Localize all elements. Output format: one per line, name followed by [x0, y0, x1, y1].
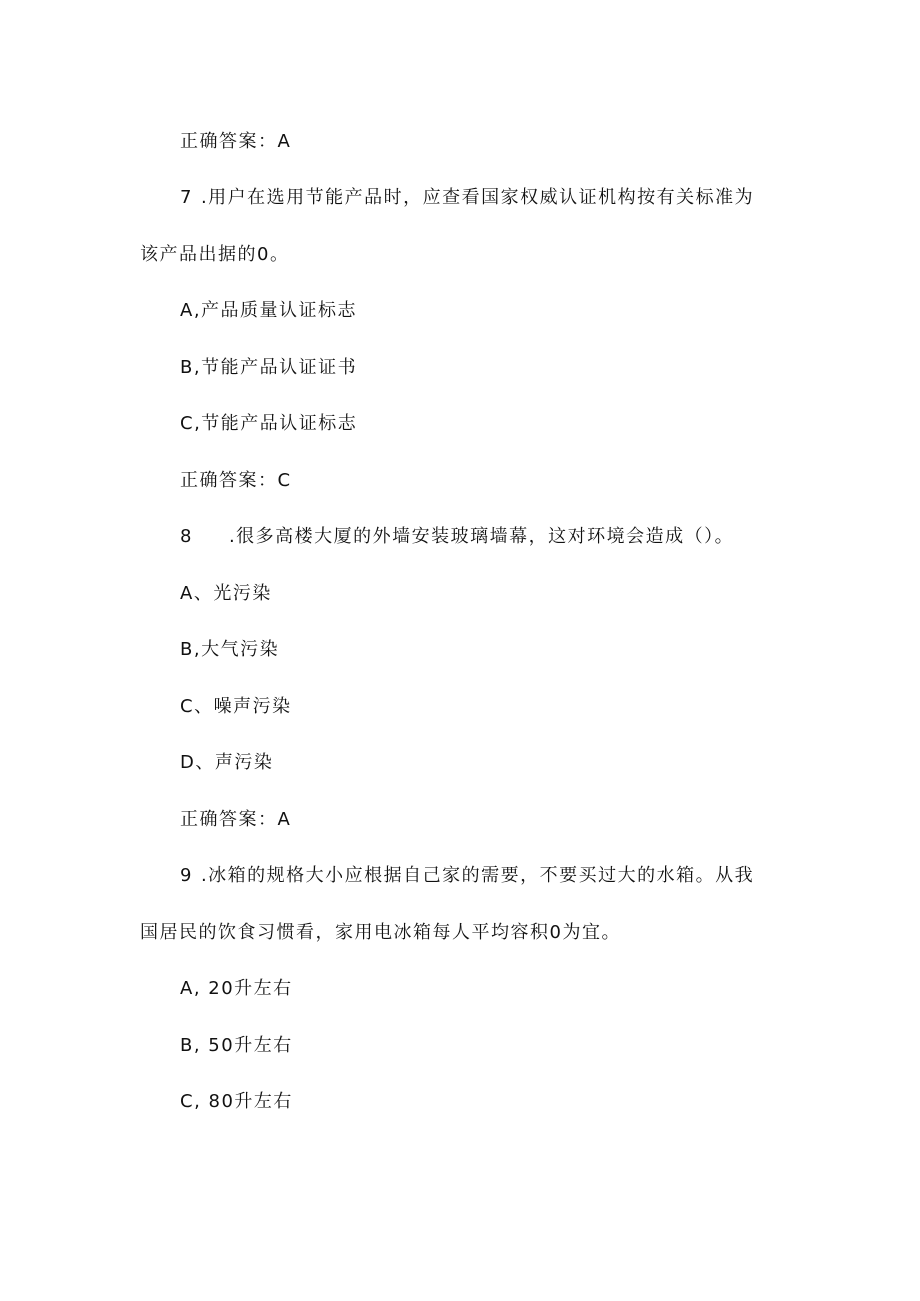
question-8-line: [180, 525, 734, 549]
question-7-option-c: C,节能产品认证标志: [180, 413, 358, 434]
question-8-option-c: C、噪声污染: [180, 696, 292, 717]
question-7-number: 7: [180, 187, 193, 208]
question-7-text-line1: .用户在选用节能产品时，应查看国家权威认证机构按有关标准为: [200, 187, 755, 208]
question-8-text: .很多高楼大厦的外墙安装玻璃墙幕，这对环境会造成（）。: [228, 526, 735, 547]
question-9-option-a: A, 20升左右: [180, 978, 293, 999]
question-9-text-line2: 国居民的饮食习惯看，家用电冰箱每人平均容积0为宜。: [140, 922, 621, 943]
question-8-number: 8: [180, 526, 193, 547]
question-8-option-d: D、声污染: [180, 752, 274, 773]
answer-prev: 正确答案：A: [180, 131, 292, 152]
question-8-option-a: A、光污染: [180, 583, 272, 604]
question-8-answer: 正确答案：A: [180, 809, 292, 830]
question-7-option-b: B,节能产品认证证书: [180, 357, 358, 378]
question-7-answer: 正确答案：C: [180, 470, 292, 491]
question-7-text-line2: 该产品出据的0。: [140, 244, 290, 265]
question-9-option-c: C, 80升左右: [180, 1091, 293, 1112]
question-8-option-b: B,大气污染: [180, 639, 280, 660]
question-9-option-b: B, 50升左右: [180, 1035, 293, 1056]
question-9-text-line1: .冰箱的规格大小应根据自己家的需要，不要买过大的水箱。从我: [200, 865, 755, 886]
question-7-option-a: A,产品质量认证标志: [180, 300, 358, 321]
question-9-line1: [180, 864, 754, 888]
question-7-line1: [180, 186, 754, 210]
question-9-number: 9: [180, 865, 193, 886]
